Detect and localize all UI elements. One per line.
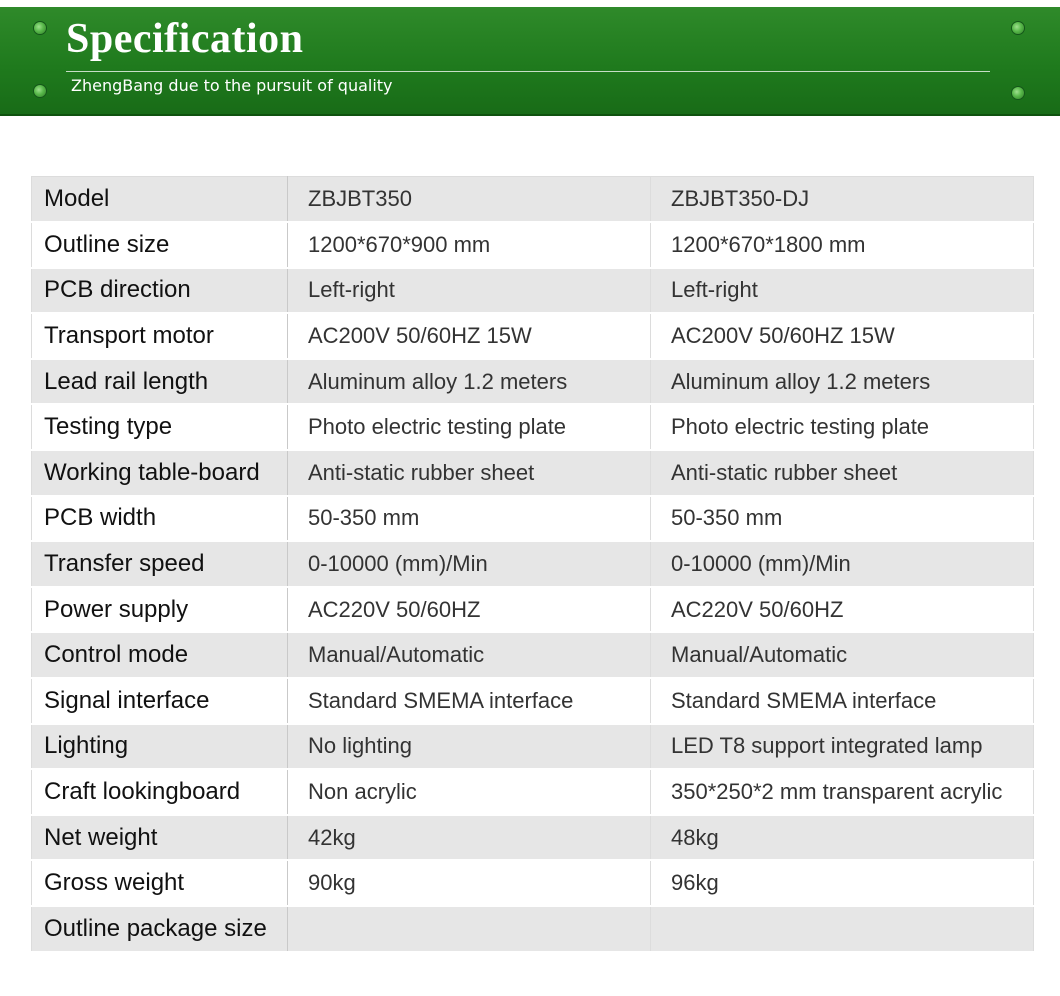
row-value-zbjbt350-dj: 48kg (651, 815, 1034, 861)
row-label: Net weight (32, 815, 288, 861)
row-label: PCB direction (32, 268, 288, 314)
table-row (32, 632, 1034, 678)
row-value-zbjbt350: 42kg (288, 815, 651, 861)
row-value-zbjbt350: Standard SMEMA interface (288, 678, 651, 724)
header-banner (0, 7, 1060, 116)
row-label: Lighting (32, 724, 288, 770)
table-row (32, 724, 1034, 770)
row-value-zbjbt350: Manual/Automatic (288, 632, 651, 678)
table-row (32, 450, 1034, 496)
row-value-zbjbt350-dj: AC200V 50/60HZ 15W (651, 313, 1034, 359)
row-value-zbjbt350-dj: 50-350 mm (651, 496, 1034, 542)
row-label: Transfer speed (32, 541, 288, 587)
row-label: Working table-board (32, 450, 288, 496)
row-value-zbjbt350: 1200*670*900 mm (288, 222, 651, 268)
table-row (32, 404, 1034, 450)
table-row (32, 906, 1034, 952)
page-title: Specification (66, 16, 304, 62)
decorative-dot-icon (34, 85, 46, 97)
row-label: Transport motor (32, 313, 288, 359)
row-value-zbjbt350-dj: Standard SMEMA interface (651, 678, 1034, 724)
row-value-zbjbt350-dj: Aluminum alloy 1.2 meters (651, 359, 1034, 405)
row-value-zbjbt350: AC220V 50/60HZ (288, 587, 651, 633)
row-label: Control mode (32, 632, 288, 678)
table-row (32, 815, 1034, 861)
table-row (32, 860, 1034, 906)
row-value-zbjbt350-dj: LED T8 support integrated lamp (651, 724, 1034, 770)
specification-table (31, 176, 1034, 953)
row-value-zbjbt350-dj: Photo electric testing plate (651, 404, 1034, 450)
row-value-zbjbt350-dj: ZBJBT350-DJ (651, 177, 1034, 223)
row-value-zbjbt350: AC200V 50/60HZ 15W (288, 313, 651, 359)
table-row (32, 496, 1034, 542)
row-label: Signal interface (32, 678, 288, 724)
row-value-zbjbt350-dj (651, 906, 1034, 952)
row-value-zbjbt350-dj: Left-right (651, 268, 1034, 314)
table-row (32, 587, 1034, 633)
row-value-zbjbt350: ZBJBT350 (288, 177, 651, 223)
row-value-zbjbt350: No lighting (288, 724, 651, 770)
row-value-zbjbt350: Anti-static rubber sheet (288, 450, 651, 496)
row-label: Power supply (32, 587, 288, 633)
table-row (32, 359, 1034, 405)
row-value-zbjbt350-dj: AC220V 50/60HZ (651, 587, 1034, 633)
table-row (32, 541, 1034, 587)
row-value-zbjbt350: 0-10000 (mm)/Min (288, 541, 651, 587)
row-label: Outline package size (32, 906, 288, 952)
decorative-dot-icon (1012, 87, 1024, 99)
row-label: Outline size (32, 222, 288, 268)
row-value-zbjbt350 (288, 906, 651, 952)
row-label: Gross weight (32, 860, 288, 906)
row-value-zbjbt350: 50-350 mm (288, 496, 651, 542)
decorative-dot-icon (1012, 22, 1024, 34)
row-value-zbjbt350-dj: Manual/Automatic (651, 632, 1034, 678)
row-label: Craft lookingboard (32, 769, 288, 815)
row-value-zbjbt350: Photo electric testing plate (288, 404, 651, 450)
row-value-zbjbt350-dj: Anti-static rubber sheet (651, 450, 1034, 496)
table-row (32, 313, 1034, 359)
row-value-zbjbt350: Aluminum alloy 1.2 meters (288, 359, 651, 405)
row-value-zbjbt350-dj: 350*250*2 mm transparent acrylic (651, 769, 1034, 815)
table-row (32, 678, 1034, 724)
table-row (32, 769, 1034, 815)
row-value-zbjbt350: Left-right (288, 268, 651, 314)
row-value-zbjbt350-dj: 1200*670*1800 mm (651, 222, 1034, 268)
table-row (32, 222, 1034, 268)
row-label: PCB width (32, 496, 288, 542)
row-label: Model (32, 177, 288, 223)
table-row (32, 268, 1034, 314)
row-value-zbjbt350-dj: 96kg (651, 860, 1034, 906)
decorative-dot-icon (34, 22, 46, 34)
row-label: Testing type (32, 404, 288, 450)
row-value-zbjbt350: 90kg (288, 860, 651, 906)
row-label: Lead rail length (32, 359, 288, 405)
page-subtitle: ZhengBang due to the pursuit of quality (71, 76, 393, 95)
row-value-zbjbt350-dj: 0-10000 (mm)/Min (651, 541, 1034, 587)
title-divider (66, 71, 990, 72)
table-row (32, 177, 1034, 223)
row-value-zbjbt350: Non acrylic (288, 769, 651, 815)
